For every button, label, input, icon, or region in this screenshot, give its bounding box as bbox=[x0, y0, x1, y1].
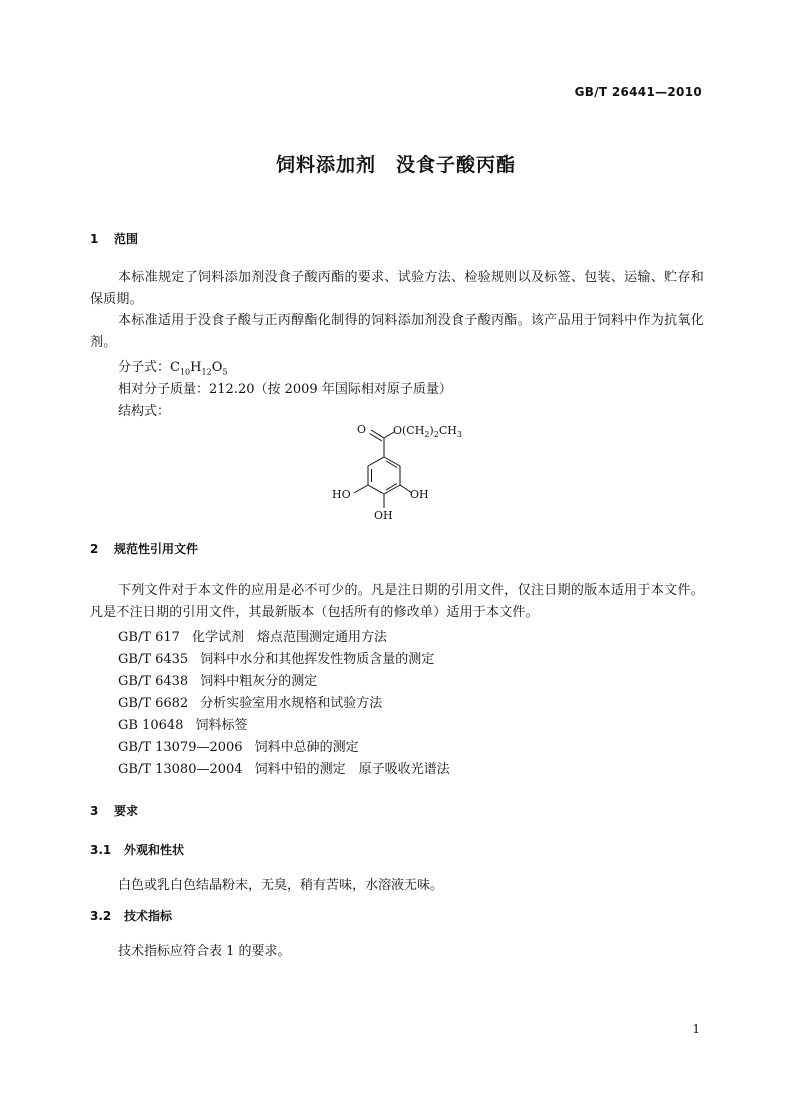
subsection-number: 3.2 bbox=[90, 909, 112, 923]
reference-name: 化学试剂 熔点范围测定通用方法 bbox=[191, 630, 387, 645]
hydroxyl-left: HO bbox=[332, 488, 351, 501]
reference-item bbox=[118, 714, 247, 733]
section-3-2-heading bbox=[90, 907, 172, 924]
reference-name: 饲料中铅的测定 原子吸收光谱法 bbox=[254, 762, 450, 777]
references-paragraph: 下列文件对于本文件的应用是必不可少的。凡是注日期的引用文件，仅注日期的版本适用于本文件。凡是不注日期的引用文件，其最新版本（包括所有的修改单）适用于本文件。 bbox=[90, 583, 704, 620]
formula-o: O bbox=[211, 360, 223, 375]
formula-c-sub: 10 bbox=[179, 367, 191, 377]
section-3-heading bbox=[90, 802, 138, 819]
section-title: 规范性引用文件 bbox=[114, 542, 199, 556]
subsection-title: 技术指标 bbox=[124, 909, 173, 923]
section-number: 3 bbox=[90, 804, 99, 818]
formula-o-sub: 5 bbox=[222, 367, 228, 377]
document-title: 饲料添加剂 没食子酸丙酯 bbox=[275, 154, 516, 176]
carbonyl-oxygen: O bbox=[357, 423, 367, 436]
technical-indicators-text: 技术指标应符合表 1 的要求。 bbox=[118, 944, 291, 959]
section-2-heading bbox=[90, 540, 198, 557]
appearance-text: 白色或乳白色结晶粉末，无臭，稍有苦味，水溶液无味。 bbox=[118, 878, 444, 893]
reference-code: GB/T 6435 bbox=[118, 652, 189, 667]
ring-bond bbox=[368, 457, 384, 466]
scope-paragraph-1: 本标准规定了饲料添加剂没食子酸丙酯的要求、试验方法、检验规则以及标签、包装、运输、贮存和保质期。 bbox=[90, 270, 704, 307]
carbonyl-bond bbox=[371, 430, 384, 438]
section-title: 要求 bbox=[114, 804, 139, 818]
subsection-title: 外观和性状 bbox=[124, 843, 185, 857]
reference-code: GB/T 617 bbox=[118, 630, 180, 645]
carbonyl-double-bond bbox=[370, 434, 383, 442]
structure-label: 结构式： bbox=[118, 404, 171, 419]
standard-code: GB/T 26441—2010 bbox=[574, 85, 702, 99]
structural-formula bbox=[330, 418, 480, 526]
scope-paragraph-2: 本标准适用于没食子酸与正丙醇酯化制得的饲料添加剂没食子酸丙酯。该产品用于饲料中作为抗氧化剂。 bbox=[90, 313, 704, 350]
reference-name: 饲料标签 bbox=[195, 718, 248, 733]
hydroxyl-right: OH bbox=[410, 488, 429, 501]
molecular-mass: 相对分子质量：212.20（按 2009 年国际相对原子质量） bbox=[118, 382, 452, 397]
subsection-number: 3.1 bbox=[90, 843, 112, 857]
reference-name: 分析实验室用水规格和试验方法 bbox=[200, 696, 383, 711]
section-1-heading bbox=[90, 230, 138, 247]
reference-item bbox=[118, 692, 382, 711]
reference-item bbox=[118, 758, 450, 777]
ester-group: $O(CH_2)_2CH_3$ bbox=[393, 424, 462, 439]
reference-name: 饲料中粗灰分的测定 bbox=[200, 674, 318, 689]
hydroxyl-bond-left bbox=[354, 485, 368, 493]
formula-h-sub: 12 bbox=[201, 367, 212, 377]
reference-item bbox=[118, 648, 434, 667]
section-number: 2 bbox=[90, 542, 99, 556]
ring-bond bbox=[368, 485, 384, 494]
page-number: 1 bbox=[692, 1022, 700, 1036]
reference-name: 饲料中总砷的测定 bbox=[254, 740, 359, 755]
reference-code: GB/T 13079—2006 bbox=[118, 740, 243, 755]
reference-code: GB/T 13080—2004 bbox=[118, 762, 243, 777]
ring-double-bond bbox=[386, 484, 397, 491]
reference-name: 饲料中水分和其他挥发性物质含量的测定 bbox=[200, 652, 435, 667]
formula-label: 分子式： bbox=[118, 360, 171, 375]
reference-item bbox=[118, 736, 359, 755]
reference-code: GB/T 6438 bbox=[118, 674, 189, 689]
formula-h: H bbox=[190, 360, 202, 375]
formula-c: C bbox=[170, 360, 180, 375]
section-3-1-heading bbox=[90, 841, 184, 858]
section-number: 1 bbox=[90, 232, 99, 246]
section-title: 范围 bbox=[114, 232, 139, 246]
reference-item bbox=[118, 670, 317, 689]
hydroxyl-bottom: OH bbox=[374, 509, 393, 522]
reference-code: GB 10648 bbox=[118, 718, 184, 733]
molecular-formula bbox=[118, 356, 227, 377]
reference-code: GB/T 6682 bbox=[118, 696, 189, 711]
ring-double-bond bbox=[386, 461, 397, 468]
reference-item bbox=[118, 626, 387, 645]
